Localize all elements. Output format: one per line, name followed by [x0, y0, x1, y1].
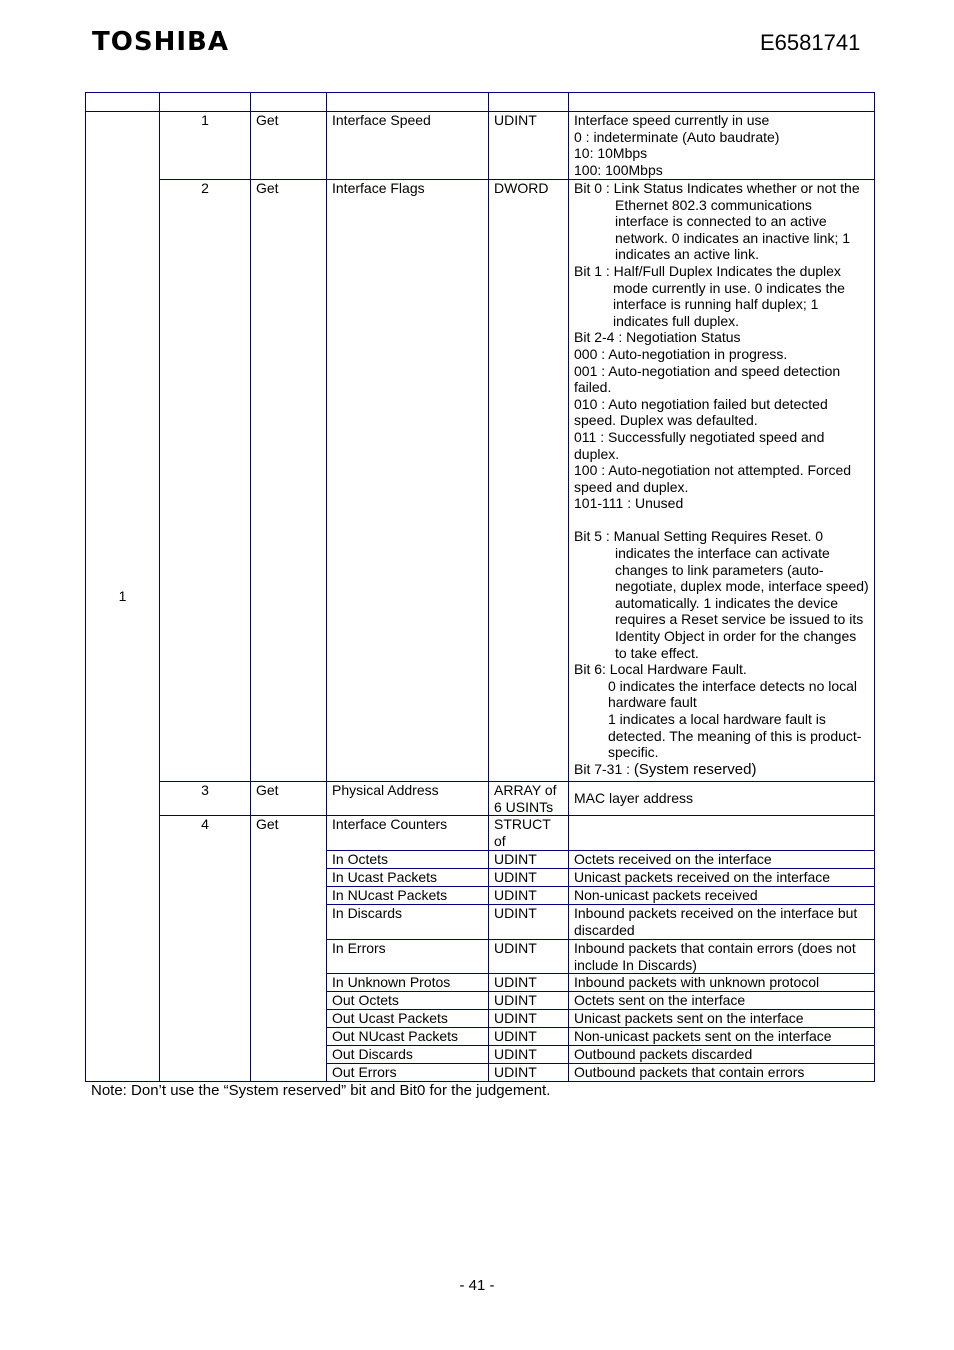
bit2-4-heading: Bit 2-4 : Negotiation Status: [574, 329, 741, 346]
attr-type: [489, 782, 569, 816]
attr-type: DWORD: [489, 180, 569, 782]
attr-description: [569, 816, 875, 851]
attr-type: [489, 816, 569, 851]
counter-type: UDINT: [489, 851, 569, 869]
table-row: [86, 112, 875, 180]
counter-type: UDINT: [489, 974, 569, 992]
attr-id: 2: [160, 180, 251, 782]
counter-type: UDINT: [489, 905, 569, 940]
counter-type: UDINT: [489, 887, 569, 905]
counter-name: Out Errors: [327, 1064, 489, 1082]
type-line: of: [494, 832, 506, 849]
document-number: E6581741: [760, 30, 861, 55]
desc-line: 0 : indeterminate (Auto baudrate): [574, 128, 780, 145]
attr-type: UDINT: [489, 112, 569, 180]
attr-id: 4: [160, 816, 251, 1082]
counter-desc: Inbound packets that contain errors (does not include In Discards): [569, 940, 875, 974]
counter-desc: Octets received on the interface: [569, 851, 875, 869]
counter-name: Out Octets: [327, 992, 489, 1010]
attr-id: 3: [160, 782, 251, 816]
desc-line: Interface speed currently in use: [574, 112, 770, 128]
table-row: [86, 782, 875, 816]
counter-desc: Inbound packets with unknown protocol: [569, 974, 875, 992]
bit5-heading: Bit 5 : Manual Setting Requires Reset. 0: [574, 528, 824, 545]
table-row: [86, 816, 875, 851]
table-header-row: [86, 93, 875, 112]
table-row: [86, 180, 875, 782]
attr-name: Interface Flags: [327, 180, 489, 782]
bit1-text: mode currently in use. 0 indicates the interface is running half duplex; 1 indicates full duplex.: [613, 279, 845, 329]
bit6-heading: Bit 6: Local Hardware Fault.: [574, 661, 747, 678]
attr-access: Get: [251, 816, 327, 1082]
counter-desc: Unicast packets received on the interface: [569, 869, 875, 887]
counter-desc: Outbound packets discarded: [569, 1046, 875, 1064]
blank-line: [574, 512, 869, 529]
negotiation-line: 010 : Auto negotiation failed but detected speed. Duplex was defaulted.: [574, 395, 828, 429]
bit7-31-line: [574, 761, 869, 779]
counter-type: UDINT: [489, 1064, 569, 1082]
bit0-heading: Bit 0 : Link Status Indicates whether or not the: [574, 180, 860, 196]
attr-description: [569, 112, 875, 180]
counter-name: In Unknown Protos: [327, 974, 489, 992]
attribute-table: [85, 92, 875, 1082]
bit0-text: Ethernet 802.3 communications interface is connected to an active network. 0 indicates an inactive link; 1 indicates an active link.: [615, 196, 851, 263]
desc-line: 10: 10Mbps: [574, 145, 648, 162]
type-line: ARRAY of: [494, 782, 557, 798]
counter-type: UDINT: [489, 869, 569, 887]
bit6-text-0: 0 indicates the interface detects no local hardware fault: [608, 677, 858, 711]
counter-type: UDINT: [489, 1046, 569, 1064]
bit6-text-1: 1 indicates a local hardware fault is detected. The meaning of this is product-specific.: [608, 711, 862, 761]
negotiation-line: 001 : Auto-negotiation and speed detection failed.: [574, 362, 841, 396]
bit7-31-prefix: Bit 7-31 :: [574, 760, 634, 777]
attr-access: Get: [251, 112, 327, 180]
counter-desc: Octets sent on the interface: [569, 992, 875, 1010]
page-number: - 41 -: [459, 1277, 495, 1294]
negotiation-line: 100 : Auto-negotiation not attempted. Forced speed and duplex.: [574, 462, 852, 495]
system-reserved-text: (System reserved): [633, 760, 757, 778]
counter-type: UDINT: [489, 992, 569, 1010]
bit1-heading: Bit 1 : Half/Full Duplex Indicates the duplex: [574, 262, 841, 279]
counter-name: Out Discards: [327, 1046, 489, 1064]
negotiation-line: 101-111 : Unused: [574, 495, 684, 512]
negotiation-line: 011 : Successfully negotiated speed and duplex.: [574, 428, 825, 462]
counter-name: In Octets: [327, 851, 489, 869]
attr-id: 1: [160, 112, 251, 180]
footnote: Note: Don’t use the “System reserved” bit and Bit0 for the judgement.: [91, 1082, 551, 1099]
counter-name: In Errors: [327, 940, 489, 974]
counter-type: UDINT: [489, 940, 569, 974]
counter-name: Out Ucast Packets: [327, 1010, 489, 1028]
counter-desc: Outbound packets that contain errors: [569, 1064, 875, 1082]
instance-cell: 1: [86, 112, 160, 1082]
attr-description: MAC layer address: [569, 782, 875, 816]
attr-description: [569, 180, 875, 782]
type-line: STRUCT: [494, 816, 551, 833]
counter-desc: Non-unicast packets received: [569, 887, 875, 905]
counter-type: UDINT: [489, 1028, 569, 1046]
counter-desc: Inbound packets received on the interface but discarded: [569, 905, 875, 940]
counter-name: In Discards: [327, 905, 489, 940]
attr-name: Interface Speed: [327, 112, 489, 180]
attr-access: Get: [251, 180, 327, 782]
attr-name: Interface Counters: [327, 816, 489, 851]
counter-name: In NUcast Packets: [327, 887, 489, 905]
type-line: 6 USINTs: [494, 798, 554, 815]
counter-type: UDINT: [489, 1010, 569, 1028]
negotiation-line: 000 : Auto-negotiation in progress.: [574, 345, 788, 362]
desc-line: 100: 100Mbps: [574, 161, 663, 178]
attr-access: Get: [251, 782, 327, 816]
counter-name: Out NUcast Packets: [327, 1028, 489, 1046]
company-logo: TOSHIBA: [92, 27, 229, 57]
attr-name: Physical Address: [327, 782, 489, 816]
bit5-text: indicates the interface can activate changes to link parameters (auto-negotiate, duplex mode, interface speed) automatically. 1 indicates the device requires a Reset service be issued to its Identity Object in order for the changes to take effect.: [615, 545, 869, 661]
counter-name: In Ucast Packets: [327, 869, 489, 887]
counter-desc: Non-unicast packets sent on the interface: [569, 1028, 875, 1046]
counter-desc: Unicast packets sent on the interface: [569, 1010, 875, 1028]
